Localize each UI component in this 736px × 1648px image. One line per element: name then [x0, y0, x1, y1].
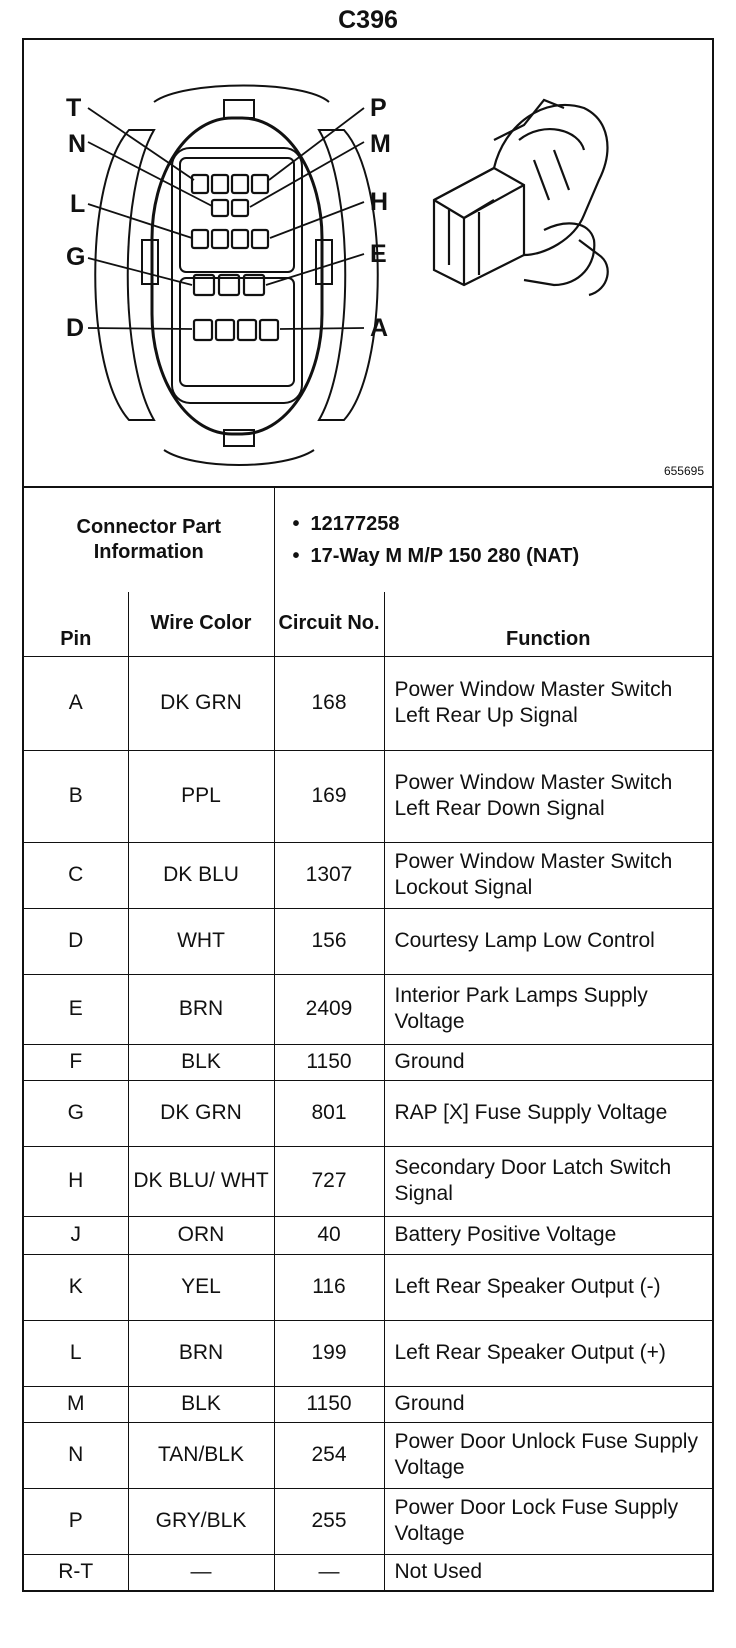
wire-color-cell: PPL	[128, 750, 274, 842]
pin-cell: G	[24, 1080, 128, 1146]
circuit-number-cell: 254	[274, 1422, 384, 1488]
pin-cell: C	[24, 842, 128, 908]
circuit-number-cell: 801	[274, 1080, 384, 1146]
circuit-number-cell: 1150	[274, 1386, 384, 1422]
circuit-number-cell: 2409	[274, 974, 384, 1044]
pin-label-l: L	[70, 190, 86, 218]
circuit-number-cell: 1307	[274, 842, 384, 908]
function-cell: Battery Positive Voltage	[384, 1216, 712, 1254]
pin-cell: R-T	[24, 1554, 128, 1590]
pin-cell: H	[24, 1146, 128, 1216]
circuit-number-cell: 156	[274, 908, 384, 974]
table-row	[24, 1422, 712, 1488]
wire-color-cell: BRN	[128, 1320, 274, 1386]
function-cell: Ground	[384, 1044, 712, 1080]
function-cell: Ground	[384, 1386, 712, 1422]
pin-label-m: M	[370, 130, 391, 158]
connector-diagram	[24, 40, 712, 488]
circuit-number-cell: 40	[274, 1216, 384, 1254]
function-cell: Secondary Door Latch Switch Signal	[384, 1146, 712, 1216]
wire-color-cell: BLK	[128, 1044, 274, 1080]
pin-label-d: D	[66, 314, 85, 342]
circuit-number-cell: 169	[274, 750, 384, 842]
table-row	[24, 842, 712, 908]
wire-color-cell: —	[128, 1554, 274, 1590]
circuit-number-cell: 255	[274, 1488, 384, 1554]
pinout-table	[24, 592, 712, 1590]
pin-cell: D	[24, 908, 128, 974]
wire-color-cell: ORN	[128, 1216, 274, 1254]
pin-cell: J	[24, 1216, 128, 1254]
pinout-header-row	[24, 592, 712, 656]
table-row	[24, 1386, 712, 1422]
function-cell: Power Door Lock Fuse Supply Voltage	[384, 1488, 712, 1554]
pin-cell: L	[24, 1320, 128, 1386]
pinout-rows	[24, 656, 712, 1590]
wire-color-cell: DK GRN	[128, 1080, 274, 1146]
header-function: Function	[384, 592, 712, 656]
wire-color-cell: DK BLU/ WHT	[128, 1146, 274, 1216]
function-cell: Courtesy Lamp Low Control	[384, 908, 712, 974]
wire-color-cell: BLK	[128, 1386, 274, 1422]
function-cell: Power Window Master Switch Left Rear Up Signal	[384, 656, 712, 750]
circuit-number-cell: —	[274, 1554, 384, 1590]
pin-label-a: A	[370, 314, 389, 342]
header-circuit-no: Circuit No.	[274, 592, 384, 656]
pin-cell: N	[24, 1422, 128, 1488]
pin-cell: E	[24, 974, 128, 1044]
pin-cell: A	[24, 656, 128, 750]
circuit-number-cell: 199	[274, 1320, 384, 1386]
pin-label-n: N	[68, 130, 87, 158]
table-row	[24, 1320, 712, 1386]
table-row	[24, 974, 712, 1044]
function-cell: Power Door Unlock Fuse Supply Voltage	[384, 1422, 712, 1488]
function-cell: Left Rear Speaker Output (-)	[384, 1254, 712, 1320]
connector-part-info-table	[24, 488, 712, 592]
function-cell: Power Window Master Switch Lockout Signal	[384, 842, 712, 908]
wire-color-cell: GRY/BLK	[128, 1488, 274, 1554]
table-row	[24, 1146, 712, 1216]
function-cell: Power Window Master Switch Left Rear Down Signal	[384, 750, 712, 842]
pin-label-p: P	[370, 94, 387, 122]
wire-color-cell: DK BLU	[128, 842, 274, 908]
table-row	[24, 1254, 712, 1320]
function-cell: Interior Park Lamps Supply Voltage	[384, 974, 712, 1044]
table-row	[24, 1216, 712, 1254]
connector-face-drawing	[24, 40, 712, 488]
function-cell: Not Used	[384, 1554, 712, 1590]
table-row	[24, 1488, 712, 1554]
table-row	[24, 656, 712, 750]
pin-cell: M	[24, 1386, 128, 1422]
circuit-number-cell: 168	[274, 656, 384, 750]
circuit-number-cell: 1150	[274, 1044, 384, 1080]
table-row	[24, 1080, 712, 1146]
part-number: • 12177258	[311, 511, 705, 537]
table-row	[24, 1554, 712, 1590]
figure-number: 655695	[663, 464, 704, 478]
function-cell: Left Rear Speaker Output (+)	[384, 1320, 712, 1386]
pin-cell: K	[24, 1254, 128, 1320]
pin-label-h: H	[370, 188, 389, 216]
circuit-number-cell: 727	[274, 1146, 384, 1216]
function-cell: RAP [X] Fuse Supply Voltage	[384, 1080, 712, 1146]
connector-title: C396	[338, 6, 398, 34]
pin-label-g: G	[66, 243, 86, 271]
header-wire-color: Wire Color	[128, 592, 274, 656]
table-row	[24, 908, 712, 974]
wire-color-cell: TAN/BLK	[128, 1422, 274, 1488]
wire-color-cell: BRN	[128, 974, 274, 1044]
pin-cell: B	[24, 750, 128, 842]
wire-color-cell: YEL	[128, 1254, 274, 1320]
circuit-number-cell: 116	[274, 1254, 384, 1320]
header-pin: Pin	[24, 592, 128, 656]
table-row	[24, 750, 712, 842]
pin-label-e: E	[370, 240, 387, 268]
wire-color-cell: WHT	[128, 908, 274, 974]
table-row	[24, 1044, 712, 1080]
pin-cell: P	[24, 1488, 128, 1554]
connector-frame	[22, 38, 714, 1592]
connector-description: • 17-Way M M/P 150 280 (NAT)	[311, 543, 705, 569]
pin-label-t: T	[66, 94, 82, 122]
wire-color-cell: DK GRN	[128, 656, 274, 750]
part-info-list	[274, 488, 712, 592]
pin-cell: F	[24, 1044, 128, 1080]
part-info-label: Connector Part Information	[24, 488, 274, 592]
